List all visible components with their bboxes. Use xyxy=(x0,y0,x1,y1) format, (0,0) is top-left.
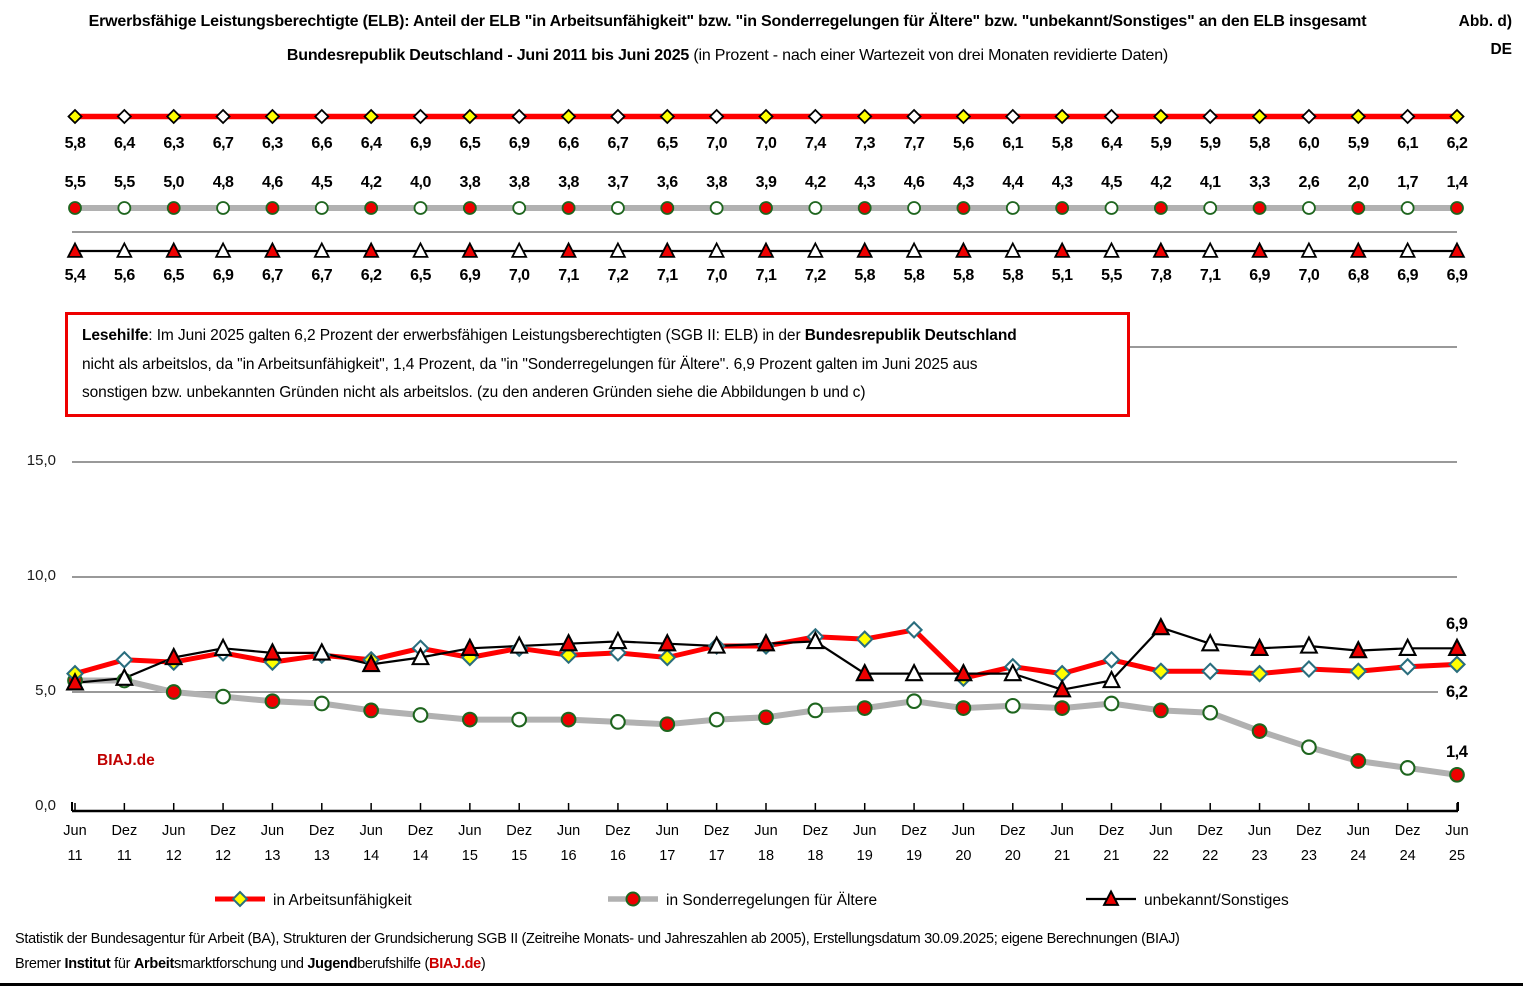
series-line-1 xyxy=(75,681,1457,775)
footer-credit xyxy=(15,956,485,972)
x-tick-month: Dez xyxy=(1296,823,1322,839)
x-tick-year: 12 xyxy=(214,848,232,864)
x-tick-year: 20 xyxy=(1004,848,1021,864)
circle-line-sample-icon xyxy=(608,889,658,914)
diamond-marker xyxy=(760,110,773,123)
diamond-marker xyxy=(1253,110,1266,123)
diamond-marker xyxy=(1203,664,1218,679)
data-label-diamond: 6,1 xyxy=(1002,135,1024,152)
x-tick-month: Jun xyxy=(1050,823,1074,839)
diamond-marker xyxy=(1105,110,1118,123)
diamond-marker xyxy=(414,110,427,123)
data-label-triangle: 7,2 xyxy=(804,267,826,284)
x-tick-month: Dez xyxy=(111,823,138,839)
data-label-circle: 3,7 xyxy=(607,174,629,191)
data-label-triangle: 7,0 xyxy=(706,267,728,284)
series-end-label: 1,4 xyxy=(1446,743,1468,761)
data-label-triangle: 5,8 xyxy=(953,267,974,284)
diamond-marker xyxy=(1352,110,1365,123)
series-end-label: 6,2 xyxy=(1446,683,1468,701)
data-label-triangle: 7,2 xyxy=(607,267,629,284)
circle-marker xyxy=(168,202,180,214)
footer-credit-text: berufshilfe ( xyxy=(357,956,430,972)
data-label-diamond: 5,9 xyxy=(1347,135,1369,152)
data-label-diamond: 5,8 xyxy=(64,135,86,152)
data-label-circle: 5,5 xyxy=(64,174,86,191)
data-label-circle: 4,2 xyxy=(1150,174,1172,191)
footer-credit-text: Bremer xyxy=(15,956,65,972)
biaj-watermark: BIAJ.de xyxy=(97,752,155,769)
data-label-triangle: 5,1 xyxy=(1051,267,1073,284)
diamond-marker xyxy=(266,110,279,123)
diamond-marker xyxy=(562,110,575,123)
data-label-circle: 3,8 xyxy=(706,174,728,191)
circle-marker xyxy=(1302,740,1316,754)
data-label-diamond: 7,4 xyxy=(804,135,826,152)
circle-marker xyxy=(711,202,723,214)
data-label-circle: 4,1 xyxy=(1199,174,1221,191)
circle-marker xyxy=(760,202,772,214)
data-label-diamond: 7,0 xyxy=(755,135,777,152)
data-label-circle: 3,8 xyxy=(459,174,481,191)
diamond-marker xyxy=(1252,666,1267,681)
x-tick-year: 21 xyxy=(1103,848,1120,864)
diamond-marker xyxy=(463,110,476,123)
circle-marker xyxy=(316,202,328,214)
circle-marker xyxy=(1203,706,1217,720)
x-tick-year: 25 xyxy=(1448,848,1466,864)
circle-marker xyxy=(118,202,130,214)
data-label-diamond: 6,5 xyxy=(459,135,481,152)
series-end-label: 6,9 xyxy=(1446,615,1468,633)
data-label-triangle: 5,8 xyxy=(854,267,876,284)
data-label-triangle: 6,9 xyxy=(212,267,234,284)
data-label-triangle: 7,1 xyxy=(558,267,579,284)
data-label-triangle: 6,9 xyxy=(1249,267,1270,284)
data-label-triangle: 5,4 xyxy=(64,267,86,284)
circle-marker xyxy=(809,202,821,214)
diamond-marker xyxy=(1055,666,1070,681)
circle-marker xyxy=(1352,202,1364,214)
x-tick-year: 19 xyxy=(856,848,873,864)
legend-item-sonderregelungen xyxy=(608,888,877,914)
circle-marker xyxy=(415,202,427,214)
diamond-marker xyxy=(1154,110,1167,123)
data-label-circle: 4,3 xyxy=(854,174,876,191)
circle-marker xyxy=(660,717,674,731)
x-tick-year: 13 xyxy=(264,848,281,864)
x-tick-year: 14 xyxy=(412,848,429,864)
x-tick-year: 24 xyxy=(1350,848,1367,864)
x-tick-year: 16 xyxy=(560,848,577,864)
data-label-triangle: 5,5 xyxy=(1101,267,1122,284)
data-label-circle: 4,3 xyxy=(1051,174,1073,191)
data-label-diamond: 6,7 xyxy=(607,135,629,152)
footer-credit-bold: Arbeit xyxy=(133,956,174,972)
data-label-triangle: 6,7 xyxy=(311,267,333,284)
circle-marker xyxy=(217,202,229,214)
x-tick-year: 11 xyxy=(116,848,132,864)
circle-marker xyxy=(266,202,278,214)
circle-marker xyxy=(1006,699,1020,713)
x-tick-month: Dez xyxy=(999,823,1026,839)
data-label-triangle: 7,0 xyxy=(1298,267,1320,284)
circle-marker xyxy=(513,202,525,214)
data-label-diamond: 6,3 xyxy=(163,135,185,152)
data-label-triangle: 5,8 xyxy=(1002,267,1024,284)
x-tick-month: Jun xyxy=(951,823,976,839)
circle-marker xyxy=(562,713,576,727)
data-label-triangle: 7,1 xyxy=(1199,267,1221,284)
circle-marker xyxy=(315,697,329,711)
data-label-diamond: 5,8 xyxy=(1051,135,1073,152)
x-tick-month: Dez xyxy=(605,823,631,839)
data-label-circle: 4,2 xyxy=(360,174,382,191)
circle-marker xyxy=(1204,202,1216,214)
data-label-diamond: 6,0 xyxy=(1298,135,1320,152)
footer-credit-text: für xyxy=(110,956,134,972)
x-tick-month: Jun xyxy=(1247,823,1272,839)
data-label-diamond: 6,1 xyxy=(1397,135,1419,152)
diamond-marker xyxy=(660,650,675,665)
x-tick-year: 22 xyxy=(1152,848,1169,864)
x-tick-month: Dez xyxy=(703,823,730,839)
x-tick-month: Jun xyxy=(1445,823,1469,839)
diamond-marker xyxy=(661,110,674,123)
x-tick-month: Jun xyxy=(1149,823,1173,839)
circle-marker xyxy=(1007,202,1019,214)
lesehilfe-line3: sonstigen bzw. unbekannten Gründen nicht als arbeitslos. (zu den anderen Gründen siehe die Abbildungen b und c) xyxy=(82,384,866,401)
circle-marker xyxy=(1303,202,1315,214)
diamond-marker xyxy=(1204,110,1217,123)
circle-marker xyxy=(463,713,477,727)
biaj-link[interactable]: BIAJ.de xyxy=(429,956,481,972)
data-label-circle: 4,6 xyxy=(262,174,283,191)
legend-item-arbeitsunfaehigkeit xyxy=(215,888,412,914)
data-label-circle: 4,4 xyxy=(1002,174,1024,191)
circle-marker xyxy=(710,713,724,727)
diamond-marker xyxy=(365,110,378,123)
footer-credit-bold: Jugend xyxy=(307,956,358,972)
data-label-diamond: 6,4 xyxy=(1101,135,1122,152)
lesehilfe-label: Lesehilfe xyxy=(82,327,149,344)
circle-marker xyxy=(908,202,920,214)
footer-credit-bold: Institut xyxy=(64,956,111,972)
x-tick-year: 15 xyxy=(511,848,528,864)
diamond-marker xyxy=(217,110,230,123)
diamond-marker xyxy=(1104,652,1119,667)
data-label-diamond: 5,9 xyxy=(1199,135,1221,152)
triangle-marker xyxy=(215,640,231,655)
diamond-marker xyxy=(1006,110,1019,123)
circle-marker xyxy=(365,202,377,214)
x-tick-month: Dez xyxy=(802,823,829,839)
legend-sample-svg xyxy=(1086,889,1136,909)
circle-marker xyxy=(364,704,378,718)
circle-marker xyxy=(563,202,575,214)
x-tick-year: 24 xyxy=(1399,848,1416,864)
data-label-circle: 4,3 xyxy=(953,174,974,191)
lesehilfe-line1-rest: : Im Juni 2025 galten 6,2 Prozent der erwerbsfähigen Leistungsberechtigten (SGB II: ELB) in der xyxy=(148,327,805,344)
triangle-marker xyxy=(1301,638,1317,653)
diamond-marker xyxy=(233,892,247,906)
x-tick-year: 22 xyxy=(1202,848,1219,864)
chart-subtitle xyxy=(0,47,1455,65)
circle-marker xyxy=(1351,754,1365,768)
chart-title: Erwerbsfähige Leistungsberechtigte (ELB): Anteil der ELB "in Arbeitsunfähigkeit" bzw. "in Sonderregelungen für Ältere" bzw. "unbekannt/Sonstiges" an den ELB insgesamt xyxy=(88,13,1367,30)
x-tick-month: Dez xyxy=(1197,823,1224,839)
circle-marker xyxy=(414,708,428,722)
legend-label: in Sonderregelungen für Ältere xyxy=(666,892,878,909)
data-label-triangle: 6,2 xyxy=(360,267,382,284)
data-label-circle: 3,8 xyxy=(558,174,579,191)
legend-label: unbekannt/Sonstiges xyxy=(1144,892,1289,909)
x-tick-year: 14 xyxy=(363,848,380,864)
y-tick-label: 15,0 xyxy=(26,452,56,469)
region-code: DE xyxy=(1490,41,1512,58)
data-label-diamond: 6,9 xyxy=(508,135,530,152)
data-label-circle: 4,5 xyxy=(1101,174,1122,191)
figure-label: Abb. d) xyxy=(1458,13,1512,30)
circle-marker xyxy=(759,711,773,725)
diamond-marker xyxy=(710,110,723,123)
data-label-diamond: 5,9 xyxy=(1150,135,1172,152)
data-label-circle: 1,4 xyxy=(1446,174,1468,191)
data-label-circle: 4,0 xyxy=(410,174,431,191)
legend-sample-svg xyxy=(608,889,658,909)
circle-marker xyxy=(1402,202,1414,214)
circle-marker xyxy=(512,713,526,727)
data-label-circle: 3,3 xyxy=(1249,174,1270,191)
x-tick-year: 16 xyxy=(609,848,626,864)
x-tick-year: 18 xyxy=(807,848,824,864)
x-tick-month: Dez xyxy=(407,823,434,839)
data-label-circle: 3,8 xyxy=(508,174,530,191)
circle-marker xyxy=(1055,701,1069,715)
lesehilfe-line1-bold: Bundesrepublik Deutschland xyxy=(804,327,1017,344)
diamond-marker xyxy=(315,110,328,123)
triangle-line-sample-icon xyxy=(1086,889,1136,914)
x-tick-year: 17 xyxy=(659,848,676,864)
data-label-diamond: 6,6 xyxy=(311,135,333,152)
data-label-triangle: 6,9 xyxy=(1397,267,1419,284)
subtitle-bold: Bundesrepublik Deutschland - Juni 2011 bis Juni 2025 xyxy=(286,47,690,64)
data-label-diamond: 6,2 xyxy=(1446,135,1468,152)
data-label-circle: 2,6 xyxy=(1298,174,1320,191)
x-tick-year: 23 xyxy=(1251,848,1268,864)
diamond-marker xyxy=(117,652,132,667)
data-label-diamond: 6,4 xyxy=(360,135,382,152)
data-label-circle: 3,9 xyxy=(755,174,777,191)
circle-marker xyxy=(859,202,871,214)
diamond-marker xyxy=(858,110,871,123)
data-label-diamond: 6,4 xyxy=(113,135,135,152)
circle-marker xyxy=(957,202,969,214)
x-tick-month: Dez xyxy=(506,823,533,839)
x-tick-month: Jun xyxy=(1346,823,1370,839)
data-label-diamond: 6,3 xyxy=(262,135,283,152)
x-tick-month: Dez xyxy=(210,823,236,839)
data-label-triangle: 6,5 xyxy=(410,267,431,284)
x-tick-year: 19 xyxy=(905,848,923,864)
x-tick-month: Jun xyxy=(162,823,186,839)
data-label-triangle: 6,9 xyxy=(1446,267,1468,284)
x-tick-month: Dez xyxy=(308,823,335,839)
lesehilfe-line2: nicht als arbeitslos, da "in Arbeitsunfähigkeit", 1,4 Prozent, da "in "Sonderregelungen für Ältere". 6,9 Prozent galten im Juni 2025 aus xyxy=(82,355,978,373)
circle-marker xyxy=(266,694,280,708)
circle-marker xyxy=(216,690,230,704)
data-label-triangle: 6,8 xyxy=(1347,267,1369,284)
footer-credit-text: smarktforschung und xyxy=(173,956,308,972)
circle-marker xyxy=(661,202,673,214)
x-tick-year: 13 xyxy=(313,848,330,864)
diamond-marker xyxy=(809,110,822,123)
x-tick-month: Jun xyxy=(458,823,482,839)
data-label-diamond: 6,5 xyxy=(656,135,678,152)
x-tick-year: 23 xyxy=(1300,848,1317,864)
circle-marker xyxy=(69,202,81,214)
diamond-marker xyxy=(1351,664,1366,679)
data-label-circle: 4,8 xyxy=(212,174,234,191)
x-tick-month: Jun xyxy=(260,823,285,839)
diamond-marker xyxy=(1401,110,1414,123)
circle-marker xyxy=(858,701,872,715)
data-label-circle: 1,7 xyxy=(1397,174,1419,191)
data-label-triangle: 7,0 xyxy=(508,267,530,284)
data-label-triangle: 6,9 xyxy=(459,267,481,284)
data-label-diamond: 7,0 xyxy=(706,135,728,152)
data-label-diamond: 7,7 xyxy=(903,135,925,152)
diamond-marker xyxy=(1451,110,1464,123)
x-tick-month: Dez xyxy=(1394,823,1421,839)
data-label-circle: 4,6 xyxy=(903,174,925,191)
data-label-triangle: 5,6 xyxy=(113,267,135,284)
data-label-triangle: 7,1 xyxy=(755,267,777,284)
circle-marker xyxy=(907,694,921,708)
circle-marker xyxy=(1253,724,1267,738)
data-label-diamond: 6,9 xyxy=(410,135,431,152)
diamond-marker xyxy=(1450,657,1465,672)
diamond-marker xyxy=(167,110,180,123)
data-label-circle: 2,0 xyxy=(1347,174,1369,191)
data-label-diamond: 7,3 xyxy=(854,135,876,152)
diamond-marker xyxy=(1056,110,1069,123)
data-label-circle: 3,6 xyxy=(656,174,678,191)
triangle-marker xyxy=(610,633,626,648)
diamond-marker xyxy=(513,110,526,123)
x-tick-year: 12 xyxy=(165,848,182,864)
circle-marker xyxy=(464,202,476,214)
data-label-circle: 5,5 xyxy=(113,174,135,191)
x-tick-year: 18 xyxy=(757,848,775,864)
circle-marker xyxy=(1056,202,1068,214)
data-label-diamond: 6,6 xyxy=(558,135,579,152)
x-tick-month: Jun xyxy=(63,823,87,839)
footer-source: Statistik der Bundesagentur für Arbeit (BA), Strukturen der Grundsicherung SGB II (Zeitreihe Monats- und Jahreszahlen ab 2005), Erstellungsdatum 30.09.2025; eigene Berechnungen (BIAJ) xyxy=(15,931,1180,947)
x-tick-month: Dez xyxy=(1098,823,1125,839)
circle-marker xyxy=(612,202,624,214)
circle-marker xyxy=(1105,697,1119,711)
circle-marker xyxy=(1450,768,1464,782)
circle-marker xyxy=(1401,761,1415,775)
data-label-circle: 4,5 xyxy=(311,174,333,191)
x-tick-month: Jun xyxy=(754,823,778,839)
diamond-marker xyxy=(1400,659,1415,674)
data-label-diamond: 6,7 xyxy=(212,135,234,152)
data-label-triangle: 5,8 xyxy=(903,267,925,284)
diamond-marker xyxy=(611,110,624,123)
circle-marker xyxy=(809,704,823,718)
data-label-circle: 5,0 xyxy=(163,174,185,191)
data-label-triangle: 7,1 xyxy=(656,267,678,284)
diamond-line-sample-icon xyxy=(215,889,265,914)
x-tick-year: 17 xyxy=(708,848,725,864)
circle-marker xyxy=(1155,202,1167,214)
x-tick-year: 15 xyxy=(461,848,478,864)
circle-marker xyxy=(611,715,625,729)
circle-marker xyxy=(957,701,971,715)
x-tick-month: Jun xyxy=(359,823,383,839)
y-tick-label: 0,0 xyxy=(35,797,56,814)
diamond-marker xyxy=(69,110,82,123)
diamond-marker xyxy=(1301,662,1316,677)
data-label-circle: 4,2 xyxy=(804,174,826,191)
circle-marker xyxy=(167,685,181,699)
x-tick-month: Jun xyxy=(655,823,679,839)
lesehilfe-box xyxy=(65,312,1130,417)
lesehilfe-line1 xyxy=(82,322,1113,351)
diamond-marker xyxy=(118,110,131,123)
diamond-marker xyxy=(1302,110,1315,123)
x-tick-month: Jun xyxy=(853,823,877,839)
triangle-marker xyxy=(1153,619,1169,634)
x-tick-year: 21 xyxy=(1054,848,1071,864)
y-tick-label: 5,0 xyxy=(35,682,56,699)
legend-item-unbekannt xyxy=(1086,888,1289,914)
data-label-triangle: 6,7 xyxy=(262,267,283,284)
circle-marker xyxy=(1254,202,1266,214)
data-label-diamond: 5,8 xyxy=(1249,135,1270,152)
circle-marker xyxy=(1106,202,1118,214)
x-tick-month: Dez xyxy=(901,823,927,839)
x-tick-year: 11 xyxy=(67,848,83,864)
diamond-marker xyxy=(1153,664,1168,679)
x-tick-year: 20 xyxy=(955,848,972,864)
footer-credit-text: ) xyxy=(480,956,486,972)
legend-sample-svg xyxy=(215,889,265,909)
data-label-diamond: 5,6 xyxy=(953,135,974,152)
circle-marker xyxy=(1154,704,1168,718)
diamond-marker xyxy=(957,110,970,123)
circle-marker xyxy=(1451,202,1463,214)
data-label-triangle: 7,8 xyxy=(1150,267,1172,284)
y-tick-label: 10,0 xyxy=(26,567,56,584)
data-label-triangle: 6,5 xyxy=(163,267,185,284)
subtitle-rest: (in Prozent - nach einer Wartezeit von drei Monaten revidierte Daten) xyxy=(689,47,1169,64)
diamond-marker xyxy=(908,110,921,123)
x-tick-month: Jun xyxy=(556,823,581,839)
circle-marker xyxy=(627,892,640,905)
legend-label: in Arbeitsunfähigkeit xyxy=(273,892,412,909)
diamond-marker xyxy=(857,632,872,647)
